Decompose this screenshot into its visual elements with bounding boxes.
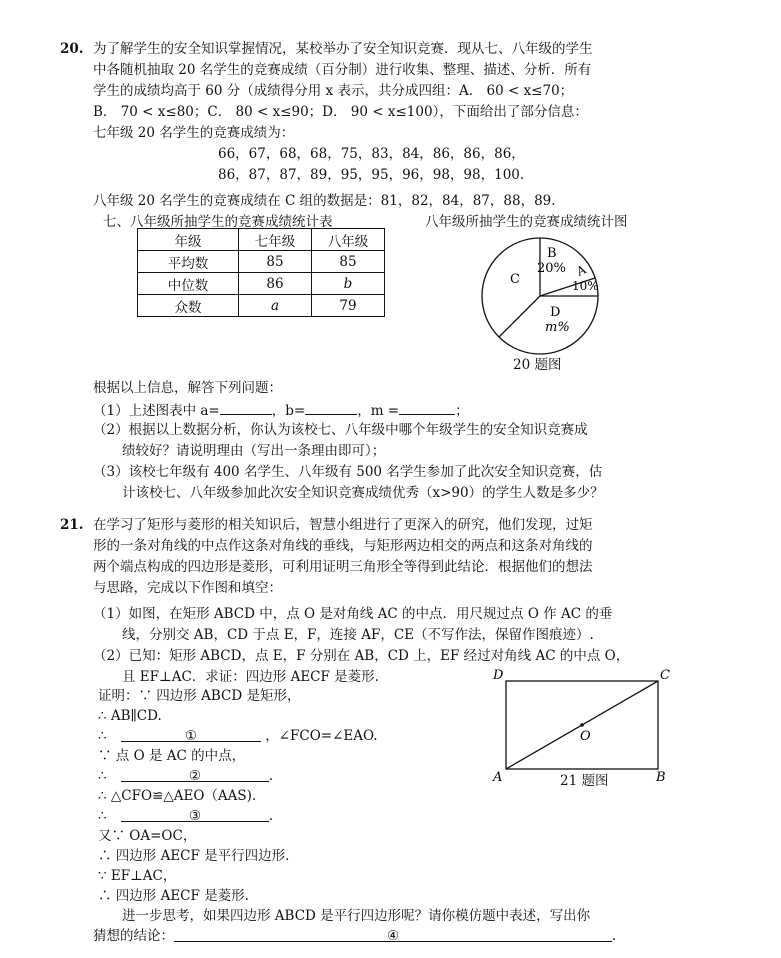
table-cell: a bbox=[239, 295, 312, 317]
answer-blank-a[interactable] bbox=[220, 400, 272, 415]
answer-blank-b[interactable] bbox=[305, 400, 357, 415]
table-cell: 79 bbox=[312, 295, 385, 317]
q21-stem-line-2: 形的一条对角线的中点作这条对角线的垂线，与矩形两边相交的两点和这条对角线的 bbox=[93, 538, 593, 554]
proof-line-9: ∴ 四边形 AECF 是平行四边形. bbox=[98, 848, 290, 864]
proof-line-6: ∴ △CFO≌△AEO（AAS). bbox=[98, 788, 257, 804]
vertex-label-d: D bbox=[493, 668, 504, 683]
q20-sub2-line1: （2）根据以上数据分析，你认为该校七、八年级中哪个年级学生的安全知识竞赛成 bbox=[93, 422, 588, 438]
pie-pct-a: 10% bbox=[572, 279, 599, 293]
pie-pct-b: 20% bbox=[537, 261, 566, 276]
pie-pct-d: m% bbox=[545, 320, 570, 335]
answer-blank-1[interactable]: ① bbox=[121, 727, 261, 742]
answer-blank-2[interactable]: ② bbox=[121, 767, 269, 782]
q20-number: 20. bbox=[60, 41, 84, 57]
sub1-m-label: ，m = bbox=[357, 403, 400, 419]
pie-label-d: D bbox=[550, 305, 561, 320]
q21-part1-line1: （1）如图，在矩形 ABCD 中，点 O 是对角线 AC 的中点．用尺规过点 O 作 AC 的垂 bbox=[93, 606, 613, 622]
grade7-scores-row1: 66，67，68，68，75，83，84，86，86，86， bbox=[218, 146, 525, 162]
q20-sub3-line1: （3）该校七年级有 400 名学生、八年级有 500 名学生参加了此次安全知识竞赛，估 bbox=[93, 464, 603, 480]
table-cell: 众数 bbox=[138, 295, 239, 317]
pie-label-c: C bbox=[510, 272, 520, 287]
table-row bbox=[138, 295, 385, 317]
table-cell: 中位数 bbox=[138, 273, 239, 295]
pie-label-b: B bbox=[547, 246, 557, 261]
table-cell: 平均数 bbox=[138, 251, 239, 273]
q21-part2-line1: （2）已知：矩形 ABCD，点 E，F 分别在 AB，CD 上，EF 经过对角线 AC 的中点 O， bbox=[93, 648, 630, 664]
table-row bbox=[138, 251, 385, 273]
proof-line-7 bbox=[98, 807, 273, 825]
point-label-o: O bbox=[580, 729, 591, 744]
answer-blank-4[interactable]: ④ bbox=[174, 927, 612, 942]
q20-sub2-line2: 绩较好？请说明理由（写出一条理由即可）； bbox=[122, 443, 386, 459]
proof-line-8: 又∵ OA=OC， bbox=[98, 828, 197, 844]
proof-line-5 bbox=[98, 767, 273, 785]
q20-sub1 bbox=[93, 400, 469, 420]
q21-part1-line2: 线，分别交 AB，CD 于点 E，F，连接 AF，CE（不写作法，保留作图痕迹）. bbox=[122, 627, 594, 643]
proof-line-10: ∵ EF⊥AC， bbox=[98, 868, 177, 884]
pie-label-a: A bbox=[574, 262, 589, 279]
grade8-c-group: 八年级 20 名学生的竞赛成绩在 C 组的数据是：81，82，84，87，88，89. bbox=[93, 193, 556, 209]
therefore-mark: ∴ bbox=[98, 768, 107, 784]
table-header-cell: 年级 bbox=[138, 229, 239, 251]
rectangle-abcd-figure bbox=[488, 664, 678, 788]
period: . bbox=[268, 808, 274, 824]
q21-part2-line2: 且 EF⊥AC．求证：四边形 AECF 是菱形. bbox=[122, 669, 379, 685]
table-header-cell: 八年级 bbox=[312, 229, 385, 251]
q20-intro: 根据以上信息，解答下列问题： bbox=[93, 380, 282, 396]
proof-angle-text: ，∠FCO=∠EAO. bbox=[265, 728, 378, 744]
stats-table bbox=[137, 228, 385, 317]
proof-line-3 bbox=[98, 727, 378, 745]
table-cell: 86 bbox=[239, 273, 312, 295]
vertex-label-c: C bbox=[660, 668, 670, 683]
fig20-caption: 20 题图 bbox=[513, 357, 562, 373]
proof-line-4: ∵ 点 O 是 AC 的中点， bbox=[98, 748, 246, 764]
q20-stem-line-2: 中各随机抽取 20 名学生的竞赛成绩（百分制）进行收集、整理、描述、分析．所有 bbox=[93, 62, 592, 78]
grade8-pie-chart bbox=[480, 236, 620, 360]
table-title: 七、八年级所抽学生的竞赛成绩统计表 bbox=[103, 214, 333, 230]
q20-stem-line-3: 学生的成绩均高于 60 分（成绩得分用 x 表示，共分成四组：A． 60 < x≤70； bbox=[93, 83, 574, 99]
therefore-mark: ∴ bbox=[98, 728, 107, 744]
period: . bbox=[612, 928, 617, 944]
sub1-a-label: （1）上述图表中 a= bbox=[93, 403, 220, 419]
table-header-cell: 七年级 bbox=[239, 229, 312, 251]
proof-line-11: ∴ 四边形 AECF 是菱形. bbox=[98, 888, 249, 904]
conjecture-label: 猜想的结论： bbox=[93, 928, 174, 944]
proof-line-1: 证明：∵ 四边形 ABCD 是矩形， bbox=[98, 688, 301, 704]
q21-stem-line-3: 两个端点构成的四边形是菱形，可利用证明三角形全等得到此结论．根据他们的想法 bbox=[93, 559, 593, 575]
further-thinking-line2 bbox=[93, 927, 616, 945]
table-cell: 85 bbox=[312, 251, 385, 273]
table-header-row bbox=[138, 229, 385, 251]
vertex-label-a: A bbox=[493, 770, 503, 785]
vertex-label-b: B bbox=[656, 770, 666, 785]
period: . bbox=[268, 768, 274, 784]
q20-stem-line-1: 为了解学生的安全知识掌握情况，某校举办了安全知识竞赛．现从七、八年级的学生 bbox=[93, 41, 593, 57]
q21-stem-line-1: 在学习了矩形与菱形的相关知识后，智慧小组进行了更深入的研究，他们发现，过矩 bbox=[93, 517, 593, 533]
q20-stem-line-4: B． 70 < x≤80；C． 80 < x≤90；D． 90 < x≤100），下面给出了部分信息： bbox=[93, 104, 588, 120]
answer-blank-3[interactable]: ③ bbox=[121, 807, 269, 822]
grade7-scores-row2: 86，87，87，89，95，95，96，98，98，100. bbox=[218, 167, 525, 183]
sub1-b-label: ，b= bbox=[271, 403, 306, 419]
fig21-caption: 21 题图 bbox=[560, 773, 609, 789]
table-cell: b bbox=[312, 273, 385, 295]
sub1-end: ； bbox=[455, 403, 469, 419]
therefore-mark: ∴ bbox=[98, 808, 107, 824]
pie-title: 八年级所抽学生的竞赛成绩统计图 bbox=[425, 214, 628, 230]
q20-sub3-line2: 计该校七、八年级参加此次安全知识竞赛成绩优秀（x>90）的学生人数是多少？ bbox=[122, 485, 604, 501]
pie-divider-cd bbox=[499, 296, 540, 337]
table-cell: 85 bbox=[239, 251, 312, 273]
further-thinking-line1: 进一步思考，如果四边形 ABCD 是平行四边形呢？请你模仿题中表述，写出你 bbox=[122, 908, 591, 924]
table-row bbox=[138, 273, 385, 295]
q21-stem-line-4: 与思路，完成以下作图和填空： bbox=[93, 580, 282, 596]
q21-number: 21. bbox=[60, 517, 84, 533]
proof-line-2: ∴ AB∥CD. bbox=[98, 708, 162, 724]
grade7-title: 七年级 20 名学生的竞赛成绩为： bbox=[93, 125, 295, 141]
answer-blank-m[interactable] bbox=[399, 400, 455, 415]
midpoint-o bbox=[580, 723, 584, 727]
